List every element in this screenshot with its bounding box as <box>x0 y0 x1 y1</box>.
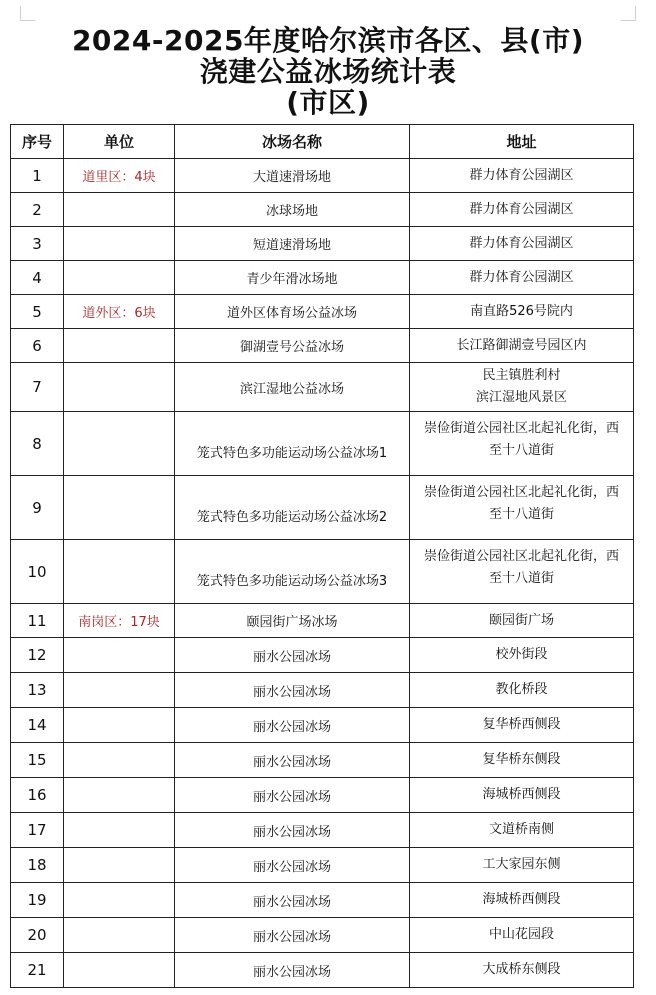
table-row <box>11 708 634 743</box>
cell-rink-name: 道外区体育场公益冰场 <box>175 295 410 329</box>
address-line: 崇俭街道公园社区北起礼化街，西 <box>423 421 619 436</box>
cell-unit <box>64 953 175 988</box>
cell-rink-name: 冰球场地 <box>175 193 410 227</box>
document-title <box>0 0 656 118</box>
header-address: 地址 <box>410 125 634 159</box>
cell-no: 12 <box>11 638 64 673</box>
cell-no: 7 <box>11 363 64 412</box>
address-line: 至十八道街 <box>488 507 554 522</box>
cell-unit <box>64 193 175 227</box>
cell-rink-name: 颐园街广场冰场 <box>175 604 410 638</box>
cell-rink-name: 丽水公园冰场 <box>175 638 410 673</box>
cell-rink-name: 丽水公园冰场 <box>175 953 410 988</box>
cell-address <box>410 412 634 476</box>
cell-address: 校外街段 <box>410 638 634 673</box>
cell-address: 复华桥东侧段 <box>410 743 634 778</box>
cell-no: 16 <box>11 778 64 813</box>
cell-unit <box>64 848 175 883</box>
table-header-row <box>11 125 634 159</box>
cell-rink-name: 大道速滑场地 <box>175 159 410 193</box>
cell-unit <box>64 813 175 848</box>
address-line: 民主镇胜利村 <box>482 368 561 383</box>
cell-address: 海城桥西侧段 <box>410 883 634 918</box>
cell-no: 5 <box>11 295 64 329</box>
table-row <box>11 813 634 848</box>
cell-rink-name: 丽水公园冰场 <box>175 743 410 778</box>
cell-unit <box>64 227 175 261</box>
cell-unit <box>64 476 175 540</box>
address-line: 滨江湿地风景区 <box>475 390 567 405</box>
cell-rink-name: 丽水公园冰场 <box>175 778 410 813</box>
table-row <box>11 743 634 778</box>
cell-address <box>410 540 634 604</box>
table-row <box>11 193 634 227</box>
table-row <box>11 476 634 540</box>
cell-no: 19 <box>11 883 64 918</box>
table-row <box>11 261 634 295</box>
title-line-2: 浇建公益冰场统计表 <box>199 55 457 88</box>
address-line: 崇俭街道公园社区北起礼化街，西 <box>423 485 619 500</box>
cell-no: 2 <box>11 193 64 227</box>
table-row <box>11 540 634 604</box>
cell-unit <box>64 708 175 743</box>
header-no: 序号 <box>11 125 64 159</box>
cell-rink-name: 笼式特色多功能运动场公益冰场3 <box>175 540 410 604</box>
table-row <box>11 638 634 673</box>
table-row <box>11 918 634 953</box>
cell-address: 群力体育公园湖区 <box>410 159 634 193</box>
cell-no: 13 <box>11 673 64 708</box>
cell-unit <box>64 363 175 412</box>
cell-address: 海城桥西侧段 <box>410 778 634 813</box>
cell-rink-name: 御湖壹号公益冰场 <box>175 329 410 363</box>
cell-unit <box>64 673 175 708</box>
cell-no: 4 <box>11 261 64 295</box>
cell-unit <box>64 778 175 813</box>
cell-address: 长江路御湖壹号园区内 <box>410 329 634 363</box>
address-line: 至十八道街 <box>488 571 554 586</box>
cell-unit <box>64 412 175 476</box>
cell-no: 20 <box>11 918 64 953</box>
cell-unit <box>64 261 175 295</box>
cell-no: 3 <box>11 227 64 261</box>
cell-address: 工大家园东侧 <box>410 848 634 883</box>
table-row <box>11 227 634 261</box>
cell-unit <box>64 540 175 604</box>
cell-address: 群力体育公园湖区 <box>410 193 634 227</box>
table-row <box>11 295 634 329</box>
cell-unit <box>64 883 175 918</box>
cell-no: 6 <box>11 329 64 363</box>
cell-rink-name: 丽水公园冰场 <box>175 708 410 743</box>
cell-no: 15 <box>11 743 64 778</box>
cell-address: 文道桥南侧 <box>410 813 634 848</box>
cell-address: 大成桥东侧段 <box>410 953 634 988</box>
cell-rink-name: 丽水公园冰场 <box>175 848 410 883</box>
cell-address <box>410 363 634 412</box>
cell-no: 8 <box>11 412 64 476</box>
cell-rink-name: 丽水公园冰场 <box>175 918 410 953</box>
table-row <box>11 412 634 476</box>
cell-unit: 道里区：4块 <box>64 159 175 193</box>
cell-no: 11 <box>11 604 64 638</box>
table-row <box>11 329 634 363</box>
table-row <box>11 778 634 813</box>
cell-address: 群力体育公园湖区 <box>410 261 634 295</box>
cell-no: 9 <box>11 476 64 540</box>
cell-unit <box>64 743 175 778</box>
cell-address: 复华桥西侧段 <box>410 708 634 743</box>
table-row <box>11 604 634 638</box>
cell-no: 17 <box>11 813 64 848</box>
cell-no: 14 <box>11 708 64 743</box>
cell-rink-name: 笼式特色多功能运动场公益冰场2 <box>175 476 410 540</box>
cell-rink-name: 笼式特色多功能运动场公益冰场1 <box>175 412 410 476</box>
table-row <box>11 883 634 918</box>
cell-unit <box>64 918 175 953</box>
cell-address: 群力体育公园湖区 <box>410 227 634 261</box>
address-line: 至十八道街 <box>488 443 554 458</box>
cell-unit: 南岗区：17块 <box>64 604 175 638</box>
cell-no: 1 <box>11 159 64 193</box>
cell-rink-name: 丽水公园冰场 <box>175 813 410 848</box>
cell-address: 教化桥段 <box>410 673 634 708</box>
rink-table <box>10 124 634 988</box>
cell-unit <box>64 638 175 673</box>
address-line: 崇俭街道公园社区北起礼化街，西 <box>423 549 619 564</box>
header-unit: 单位 <box>64 125 175 159</box>
cell-unit: 道外区：6块 <box>64 295 175 329</box>
title-line-3: (市区) <box>286 86 370 119</box>
cell-rink-name: 青少年滑冰场地 <box>175 261 410 295</box>
cell-address: 中山花园段 <box>410 918 634 953</box>
cell-rink-name: 丽水公园冰场 <box>175 883 410 918</box>
table-row <box>11 159 634 193</box>
cell-address: 颐园街广场 <box>410 604 634 638</box>
table-row <box>11 363 634 412</box>
table-row <box>11 673 634 708</box>
cell-rink-name: 短道速滑场地 <box>175 227 410 261</box>
cell-address <box>410 476 634 540</box>
cell-no: 18 <box>11 848 64 883</box>
cell-rink-name: 丽水公园冰场 <box>175 673 410 708</box>
table-row <box>11 953 634 988</box>
header-name: 冰场名称 <box>175 125 410 159</box>
cell-unit <box>64 329 175 363</box>
cell-no: 21 <box>11 953 64 988</box>
table-body <box>11 159 634 988</box>
cell-rink-name: 滨江湿地公益冰场 <box>175 363 410 412</box>
cell-no: 10 <box>11 540 64 604</box>
cell-address: 南直路526号院内 <box>410 295 634 329</box>
title-line-1: 2024-2025年度哈尔滨市各区、县(市) <box>71 24 585 57</box>
table-row <box>11 848 634 883</box>
